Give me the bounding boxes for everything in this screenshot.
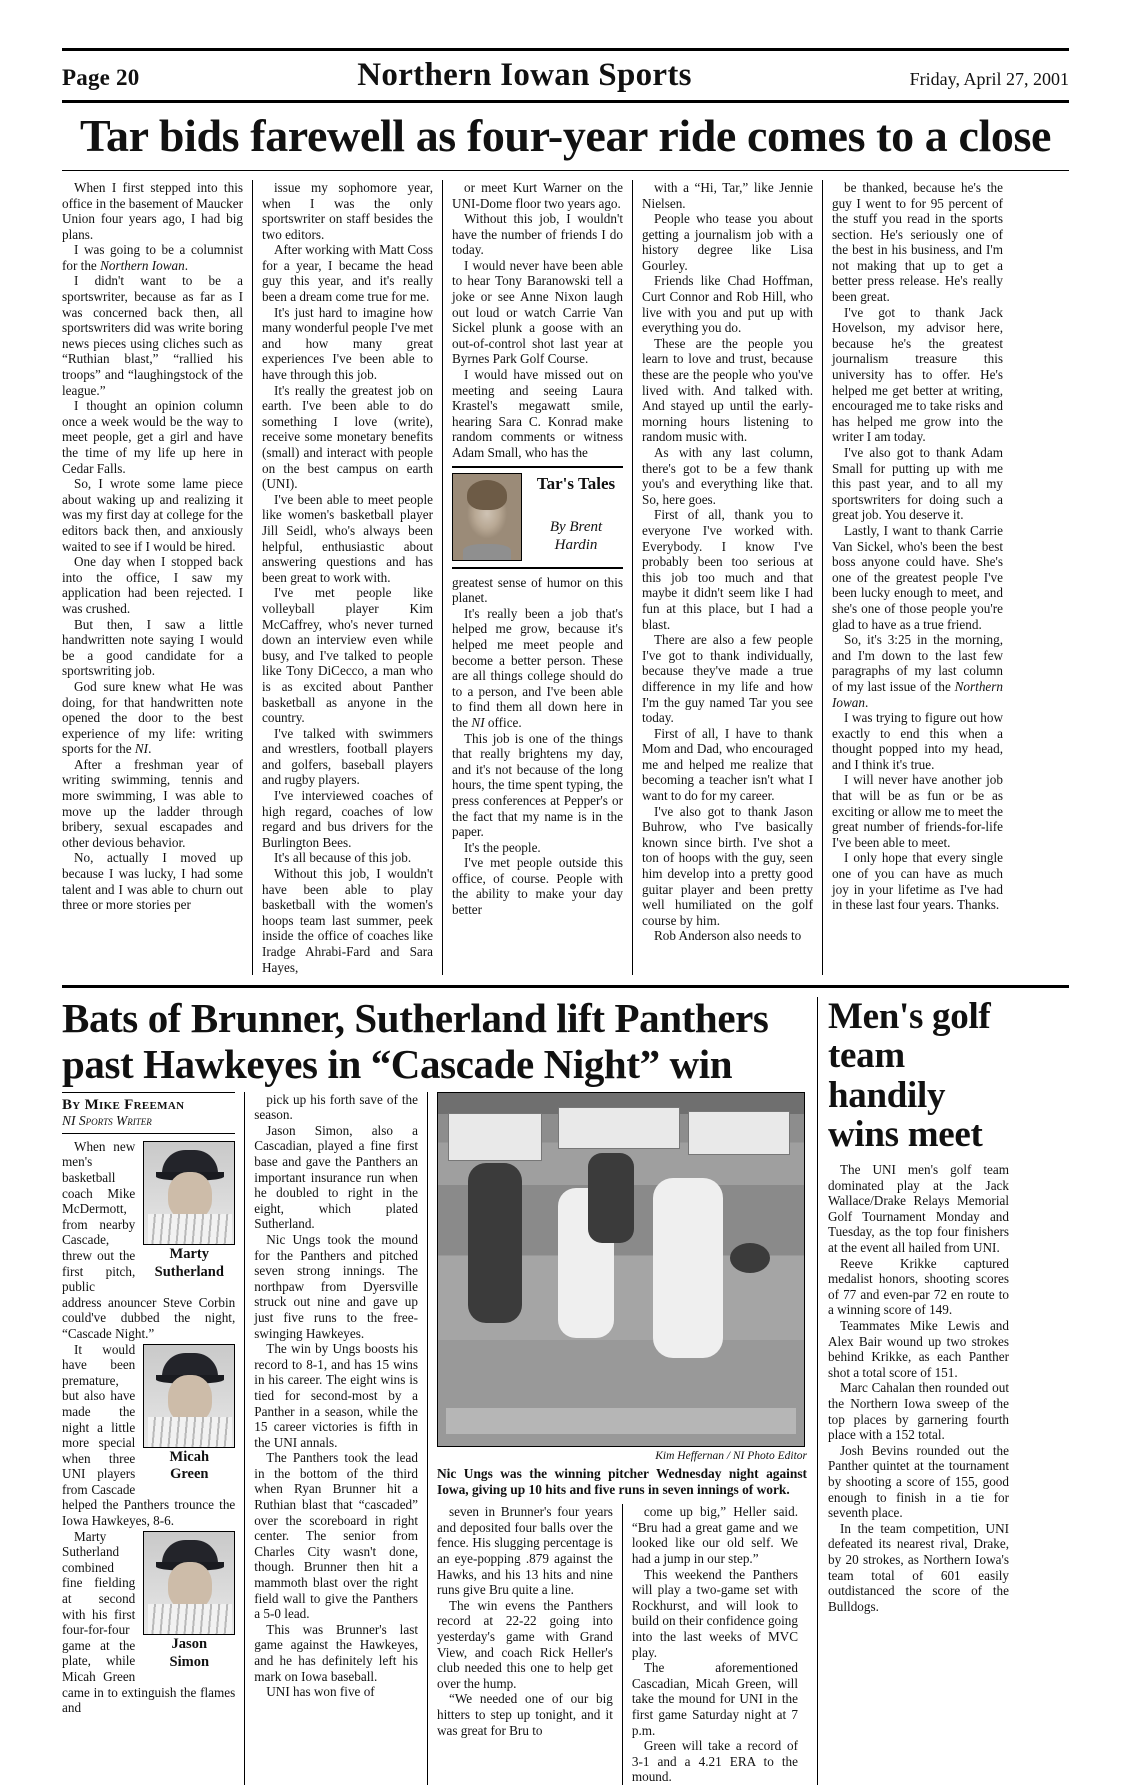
paragraph: I would never have been able to hear Tony Baranowski tell a joke or see Anne Nixon laugh out loud or watch Carrie Van Sickel plunk a goose with an out-of-control shot last year at Byrnes Park Golf Course.: [452, 257, 623, 367]
paragraph: These are the people you learn to love and trust, because these are the people who you've lived with. And talked with. And stayed up until the early-morning hours listening to random music with.: [642, 335, 813, 445]
action-photo-wrap: [437, 1092, 807, 1498]
paragraph: First of all, thank you to everyone I've worked with. Everybody. I know I've probably been too serious at this job too much and that maybe it didn't seem like I had fun at this place, but I had a blast.: [642, 507, 813, 632]
author-line-2: Hardin: [554, 536, 598, 553]
paragraph: It would have been premature, but also have made the night a little more special when three UNI players from Cascade helped the Panthers trounce the Iowa Hawkeyes, 8-6.: [62, 1341, 236, 1529]
paragraph: I've talked with swimmers and wrestlers, football players and golfers, baseball players and rugby players.: [262, 725, 433, 788]
paragraph: After working with Matt Coss for a year, I became the head guy this year, and it's really been a dream come true for me.: [262, 242, 433, 305]
paragraph: This job is one of the things that really brightens my day, and it's not because of the long hours, the time spent typing, the press conferences at Pepper's or the fact that my name is in the paper.: [452, 730, 623, 840]
tars-tales-title: Tar's Tales: [536, 473, 616, 493]
paragraph: Jason Simon, also a Cascadian, played a fine first base and gave the Panthers an important insurance run when he doubled to right in the eight, which plated Sutherland.: [254, 1122, 418, 1232]
story2-block: [62, 997, 817, 1785]
paragraph: No, actually I moved up because I was lucky, I had some talent and I was able to churn out three or more stories per: [62, 850, 243, 913]
paragraph: God sure knew what He was doing, for that handwritten note opened the door to the best experience of my life: writing sports for the NI.: [62, 678, 243, 757]
story2-column-3: [437, 1504, 622, 1785]
paragraph: The Panthers took the lead in the bottom of the third when Ryan Brunner hit a Ruthian blast that “cascaded” over the scoreboard in right center. The senior from Charles City wasn't done, though. Brunner then hit a mammoth blast over the right field wall to give the Panthers a 5-0 lead.: [254, 1450, 418, 1622]
paragraph: So, it's 3:25 in the morning, and I'm down to the last few paragraphs of my last column of my last issue of the Northern Iowan.: [832, 632, 1003, 710]
paragraph: This was Brunner's last game against the Hawkeyes, and he has definitely left his mark on Iowa baseball.: [254, 1621, 418, 1684]
story2-columns: [62, 1092, 807, 1785]
author-line-1: By Brent: [549, 519, 603, 536]
masthead: [62, 48, 1069, 94]
paragraph: I only hope that every single one of you can have as much joy in your lifetime as I've had in these last four years. Thanks.: [832, 850, 1003, 913]
italic-title: NI: [134, 741, 149, 757]
paragraph: pick up his forth save of the season.: [254, 1091, 418, 1123]
paragraph: I've got to thank Jack Hovelson, my advisor here, because he's the greatest journalism treasure this university has to offer. He's helped me get better at writing, encouraged me to take risks and has helped me grow into the writer I am today.: [832, 304, 1003, 445]
paragraph: Marty Sutherland combined fine fielding at second with his first four-for-four game at the plate, while Micah Green came in to extinguish the flames and: [62, 1528, 236, 1716]
story1-column-4: [632, 180, 822, 975]
player-name-line2: Simon: [169, 1653, 210, 1670]
story2-headline-line1: Bats of Brunner, Sutherland lift Panthers: [62, 995, 769, 1042]
paragraph: It's just hard to imagine how many wonderful people I've met and how many great experiences I've been able to have through this job.: [262, 304, 433, 383]
paragraph: When new men's basketball coach Mike McDermott, from nearby Cascade, threw out the first pitch, public address anouncer Steve Corbin could've dubbed the night, “Cascade Night.”: [62, 1138, 236, 1341]
story1-column-5: [822, 180, 1012, 975]
tars-tales-byline-box: [452, 466, 623, 569]
paragraph: I thought an opinion column once a week would be the way to meet people, get a girl and have the time of my life up here in Cedar Falls.: [62, 398, 243, 476]
paragraph: I've met people outside this office, of course. People with the ability to make your day better: [452, 855, 623, 918]
paper-title: Northern Iowan Sports: [357, 57, 692, 93]
italic-title: Northern Iowan: [832, 678, 1003, 710]
paragraph: People who tease you about getting a journalism job with a history degree like Lisa Gourley.: [642, 211, 813, 273]
lower-section: [62, 997, 1069, 1785]
paragraph: When I first stepped into this office in the basement of Maucker Union four years ago, I had big plans.: [62, 179, 244, 242]
player-name-line2: Green: [170, 1466, 209, 1483]
player-portrait-icon: [143, 1344, 235, 1448]
paragraph: UNI has won five of: [266, 1684, 375, 1700]
paragraph: The win evens the Panthers record at 22-22 going into yesterday's game with Grand View, and coach Rick Heller's club needed this one to help get over the hump.: [437, 1597, 613, 1691]
player-photo-marty-sutherland: [143, 1141, 235, 1281]
paragraph: But then, I saw a little handwritten note saying I would be a good candidate for a sportswriting job.: [62, 616, 243, 679]
paragraph: It's all because of this job.: [274, 850, 412, 866]
paragraph: First of all, I have to thank Mom and Dad, who encouraged me and helped me realize that becoming a teacher isn't what I want to do for my career.: [642, 725, 813, 804]
tars-tales-text: [529, 473, 623, 554]
paragraph: I was going to be a columnist for the Northern Iowan.: [62, 242, 243, 273]
paragraph: I've also got to thank Jason Buhrow, who I've basically known since birth. I've shot a ton of hoops with the guy, seen him develop into a pretty good guitar player and been pretty well humiliated on the golf course by him.: [642, 803, 813, 928]
paragraph: “We needed one of our big hitters to step up tonight, and it was great for Bru to: [437, 1691, 613, 1738]
paragraph: Lastly, I want to thank Carrie Van Sickel, who's been the best boss anyone could have. She's one of the greatest people I've been lucky enough to meet, and she's one of those people you're glad to have as a true friend.: [832, 522, 1003, 632]
story1-headline-rule: [62, 170, 1069, 171]
page-number: Page 20: [62, 65, 140, 90]
paragraph: be thanked, because he's the guy I went to for 95 percent of the stuff you read in the sports section. He's seriously one of the best in his business, and I'm not making that up to get a better press release. He's really been great.: [832, 179, 1003, 305]
paragraph: I was trying to figure out how exactly to end this when a thought popped into my head, and I think it's true.: [832, 710, 1003, 772]
player-photo-jason-simon: [143, 1531, 235, 1671]
player-portrait-icon: [143, 1141, 235, 1245]
paragraph: Reeve Krikke captured medalist honors, shooting scores of 77 and even-par 72 en route to a winning score of 149.: [828, 1255, 1009, 1318]
story1-headline: Tar bids farewell as four-year ride comes to a close: [79, 110, 1052, 161]
paragraph: The UNI men's golf team dominated play at the Jack Wallace/Drake Relays Memorial Golf Tournament Monday and Tuesday, as the top four finishers at the event all hailed from UNI.: [828, 1162, 1009, 1256]
story2-column-4: [622, 1504, 807, 1785]
paragraph: I would have missed out on meeting and seeing Laura Krastel's megawatt smile, hearing Sara C. Konrad make random comments or witness Adam Small, who has the: [452, 367, 623, 460]
story1-column-1: [62, 180, 252, 975]
paragraph: I've met people like volleyball player Kim McCaffrey, who's never turned down an interview even while busy, and I've talked to people like Tony DiCecco, a man who is as excited about Panther basketball as anyone in the country.: [262, 585, 433, 726]
story3-headline: Men's golf team handily wins meet: [828, 996, 991, 1155]
paragraph: I've also got to thank Adam Small for putting up with me this past year, and to all my sportswriters for doing such a great job. You deserve it.: [832, 445, 1003, 523]
paragraph: After a freshman year of writing swimming, tennis and more swimming, I was able to move up the ladder through bribery, sexual escapades and other devious behavior.: [62, 756, 243, 850]
columnist-portrait-icon: [452, 473, 522, 561]
paragraph: Rob Anderson also needs to: [654, 928, 802, 944]
player-name-line2: Sutherland: [154, 1263, 224, 1280]
paragraph: Josh Bevins rounded out the Panther quintet at the tournament by shooting a score of 155, good enough to finish in a tie for seventh place.: [828, 1442, 1009, 1521]
story2-byline: [62, 1092, 235, 1134]
paragraph: Marc Cahalan then rounded out the Northern Iowa sweep of the top places by garnering fourth place with a 152 total.: [828, 1380, 1009, 1443]
italic-title: Northern Iowan: [100, 257, 185, 273]
paragraph: issue my sophomore year, when I was the only sportswriter on staff besides the two editors.: [262, 179, 433, 242]
player-portrait-icon: [143, 1531, 235, 1635]
story3-column: [828, 1162, 1009, 1614]
masthead-rule: [62, 100, 1069, 103]
player-name-line1: Jason: [171, 1635, 208, 1652]
paragraph: As with any last column, there's got to be a few thank you's and everything like that. So, here goes.: [642, 445, 813, 507]
paragraph: It's really been a job that's helped me grow, because it's helped me meet people and become a better person. These are all things college should do to a person, and I've been able to find them all down here in the NI office.: [452, 605, 623, 730]
paragraph: seven in Brunner's four years and deposited four balls over the fence. His slugging percentage is an eye-popping .879 against the Hawks, and his 13 hits and nine runs give Bru quite a line.: [437, 1504, 613, 1598]
paragraph: I will never have another job that will be as fun or be as exciting or allow me to meet the great number of friends-for-life I've been able to meet.: [832, 772, 1003, 850]
story2-column-1: [62, 1092, 244, 1785]
player-photo-micah-green: [143, 1344, 235, 1484]
paragraph: It's the people.: [464, 839, 541, 855]
paragraph: Green will take a record of 3-1 and a 4.21 ERA to the mound.: [631, 1738, 798, 1785]
paragraph: Without this job, I wouldn't have been able to play basketball with the women's hoops team last summer, peek inside the office of coaches like Iradge Ahrabi-Fard and Sara Hayes,: [262, 866, 433, 975]
paragraph: So, I wrote some lame piece about waking up and realizing it was my first day at college for the editors back then, and anxiously waited to see if I would be hired.: [62, 476, 243, 554]
section-divider-rule: [62, 985, 1069, 988]
tars-tales-author: [529, 519, 623, 554]
story2-photo-and-columns: [427, 1092, 807, 1785]
italic-title: NI: [471, 714, 485, 730]
story1-column-3: [442, 180, 632, 975]
paragraph: This weekend the Panthers will play a two-game set with Rockhurst, and will look to build on their confidence going into the last weeks of MVC play.: [631, 1566, 798, 1660]
paragraph: The aforementioned Cascadian, Micah Green, will take the mound for UNI in the first game Saturday night at 7 p.m.: [631, 1660, 798, 1738]
paragraph: with a “Hi, Tar,” like Jennie Nielsen.: [642, 179, 813, 211]
story2-headline-line2: past Hawkeyes in “Cascade Night” win: [62, 1041, 733, 1088]
story3-block: [817, 997, 1009, 1785]
player-name-line1: Marty: [169, 1245, 209, 1262]
paragraph: One day when I stopped back into the office, I saw my application had been rejected. I was crushed.: [62, 554, 243, 616]
paragraph: I've been able to meet people like women's basketball player Jill Seidl, who's always been helpful, enthusiastic about answering questions and has been great to work with.: [262, 491, 433, 585]
paragraph: It's really the greatest job on earth. I've been able to do something I love (write), receive some monetary benefits (small) and interact with people on the best campus on earth (UNI).: [262, 382, 433, 492]
player-name-line1: Micah: [169, 1448, 210, 1465]
paragraph: In the team competition, UNI defeated its nearest rival, Drake, by 20 strokes, as Northern Iowa's team total of 601 easily outdistanced the score of the Bulldogs.: [828, 1520, 1009, 1614]
paragraph: Friends like Chad Hoffman, Curt Connor and Rob Hill, who live with you and put up with everything you do.: [642, 273, 813, 336]
paragraph: Nic Ungs took the mound for the Panthers and pitched seven strong innings. The northpaw from Dyersville struck out nine and gave up just five runs to the free-swinging Hawkeyes.: [254, 1231, 418, 1341]
paragraph: The win by Ungs boosts his record to 8-1, and has 15 wins in his career. The eight wins is tied for second-most by a Panther in a season, while the 15 career victories is fifth in the UNI annals.: [254, 1341, 418, 1450]
baseball-action-photo: [437, 1092, 805, 1447]
paragraph: Without this job, I wouldn't have the number of friends I do today.: [452, 211, 623, 258]
byline-title: NI Sports Writer: [62, 1113, 152, 1129]
paragraph: come up big,” Heller said. “Bru had a great game and we looked like our old self. We had a jump in our step.”: [631, 1504, 798, 1566]
paragraph: There are also a few people I've got to thank individually, because they've made a true difference in my life and how I'm the guy named Tar you see today.: [642, 632, 813, 726]
paragraph: or meet Kurt Warner on the UNI-Dome floor two years ago.: [452, 179, 623, 211]
photo-credit: Kim Heffernan / NI Photo Editor: [655, 1449, 807, 1462]
byline-author: By Mike Freeman: [62, 1096, 185, 1113]
story2-column-2: [244, 1092, 427, 1785]
photo-caption: Nic Ungs was the winning pitcher Wednesday night against Iowa, giving up 10 hits and five runs in seven innings of work.: [437, 1466, 807, 1497]
story1-column-2: [252, 180, 442, 975]
paragraph: I didn't want to be a sportswriter, because as far as I was concerned back then, all sportswriters did was write boring news pieces using cliches such as “Ruthian blast,” “rallied his troops” and “laughingstock of the league.”: [62, 273, 243, 398]
issue-date: Friday, April 27, 2001: [909, 69, 1069, 89]
story1-columns: [62, 180, 1069, 975]
paragraph: I've interviewed coaches of high regard, coaches of low regard and bus drivers for the Burlington Bees.: [262, 788, 433, 850]
paragraph: greatest sense of humor on this planet.: [452, 574, 623, 606]
paragraph: Teammates Mike Lewis and Alex Bair wound up two strokes behind Krikke, as each Panther shot a total score of 151.: [828, 1318, 1009, 1380]
